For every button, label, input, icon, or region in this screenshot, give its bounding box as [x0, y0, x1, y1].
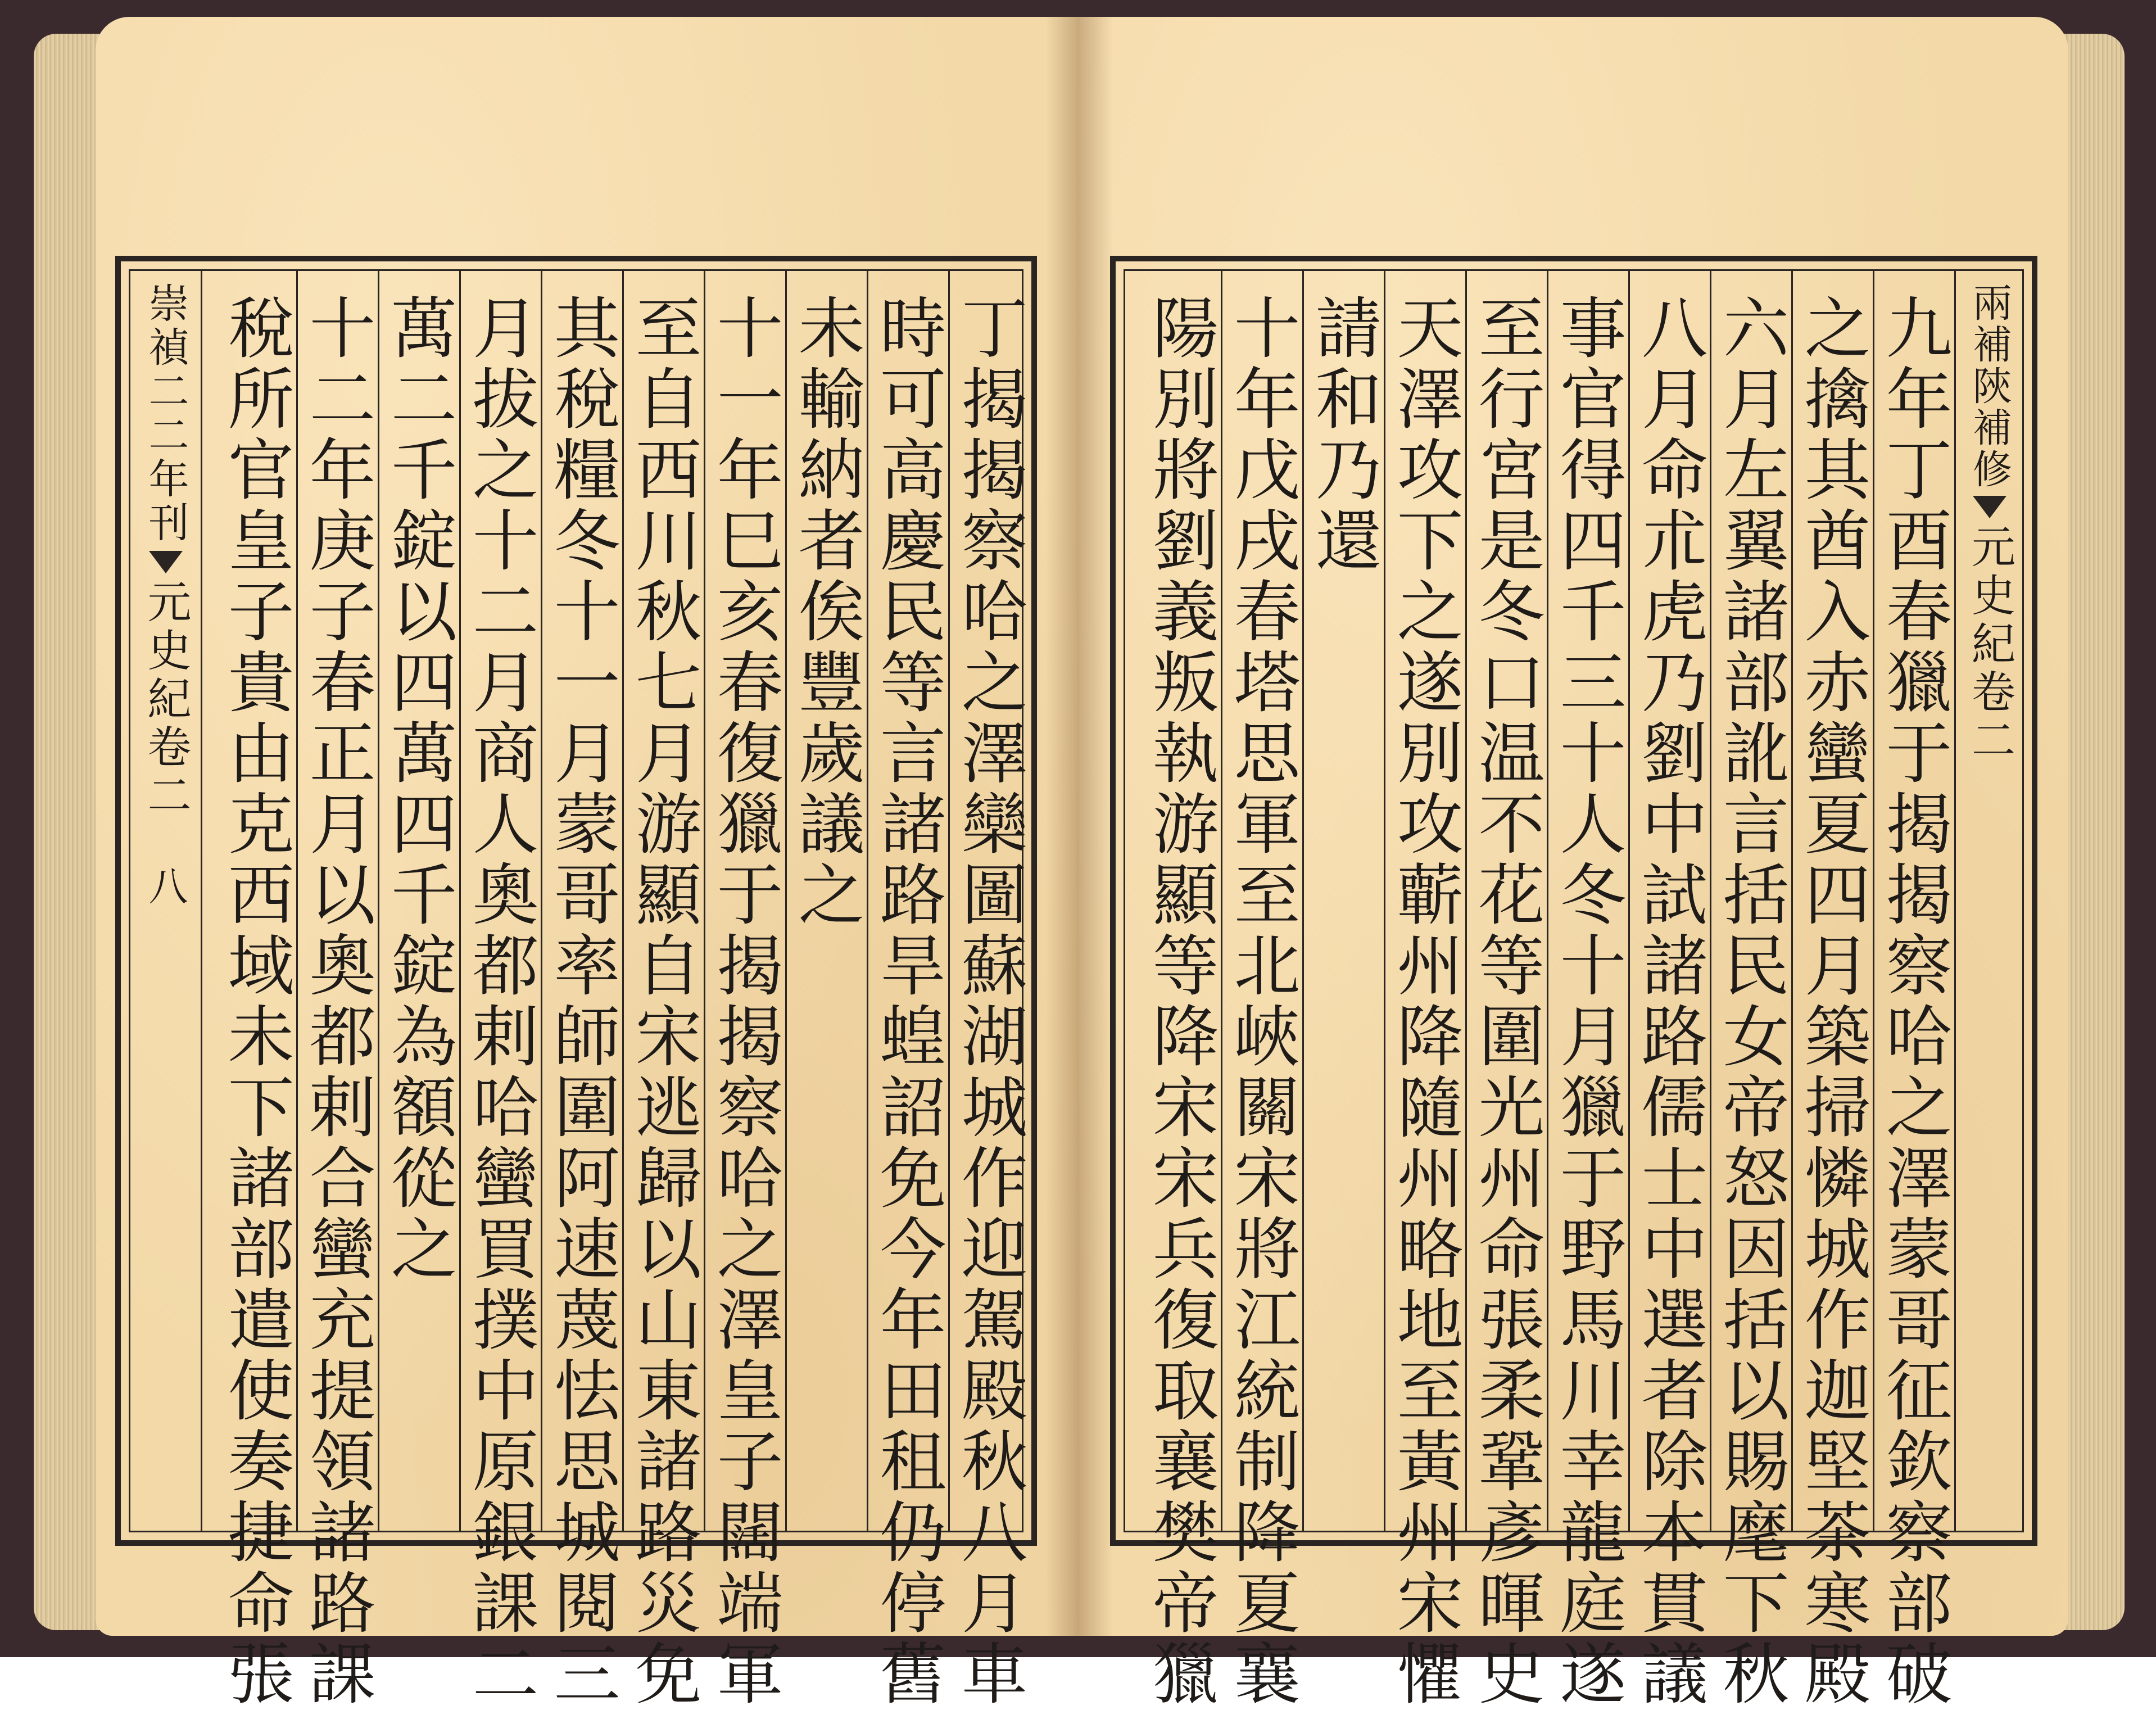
right-column-9-text: 十年戊戌春塔思軍至北峽關宋將江統制降夏襄 [1222, 293, 1301, 1710]
left-column-7 [459, 271, 541, 1710]
right-column-8 [1302, 271, 1384, 1513]
right-column-rule [1628, 271, 1630, 1531]
left-column-rule [785, 271, 787, 1531]
left-column-rule [541, 271, 542, 1531]
right-banxin [1956, 271, 2023, 1531]
right-column-rule [1710, 271, 1711, 1531]
right-column-rule [1302, 271, 1304, 1531]
left-inner-border [129, 269, 1028, 1710]
left-column-5-text: 至自西川秋七月游顯自宋逃歸以山東諸路災免 [624, 293, 702, 1710]
right-column-rule [1384, 271, 1385, 1531]
left-column-3 [785, 271, 867, 1513]
left-banxin-page-number: 八 [142, 866, 188, 905]
left-column-rule [948, 271, 950, 1531]
left-column-7-text: 月拔之十二月商人奧都剌哈蠻買撲中原銀課二 [461, 293, 539, 1710]
left-column-6-text: 其稅糧冬十一月蒙哥率師圍阿速蔑怯思城閱三 [542, 293, 620, 1710]
left-column-10 [215, 271, 296, 1710]
left-column-rule [704, 271, 705, 1531]
left-column-3-text: 未輸納者俟豐歲議之 [787, 293, 865, 931]
right-column-1 [1873, 271, 1954, 1710]
left-banxin-rule [201, 271, 202, 1531]
right-column-6 [1465, 271, 1547, 1710]
right-column-rule [1791, 271, 1793, 1531]
right-column-9 [1221, 271, 1302, 1710]
right-column-2-text: 之擒其酋入赤蠻夏四月築掃憐城作迦堅茶寒殿 [1793, 293, 1871, 1710]
right-banxin-title: 元史紀卷二 [1964, 524, 2015, 766]
right-column-rule [1465, 271, 1467, 1531]
left-fishtail-mark [149, 551, 183, 573]
right-column-3-text: 六月左翼諸部訛言括民女帝怒因括以賜麾下秋 [1711, 293, 1790, 1710]
right-column-rule [1873, 271, 1874, 1531]
left-column-rule [296, 271, 298, 1531]
left-column-4 [704, 271, 785, 1710]
right-column-10 [1139, 271, 1221, 1710]
right-column-6-text: 至行宮是冬口温不花等圍光州命張柔鞏彥暉史 [1467, 293, 1545, 1710]
left-column-8 [378, 271, 459, 1513]
right-column-7 [1384, 271, 1465, 1710]
right-column-10-text: 陽別將劉義叛執游顯等降宋宋兵復取襄樊帝獵 [1141, 293, 1219, 1710]
right-column-5 [1547, 271, 1628, 1710]
left-column-rule [459, 271, 461, 1531]
right-column-8-text: 請和乃還 [1304, 293, 1382, 577]
right-column-rule [1547, 271, 1548, 1531]
left-column-9 [296, 271, 378, 1710]
left-column-1 [948, 271, 1030, 1710]
left-banxin-title: 元史紀卷二 [140, 579, 191, 821]
book-gutter [1045, 17, 1113, 1636]
left-column-6 [541, 271, 622, 1710]
left-column-4-text: 十一年巳亥春復獵于揭揭察哈之澤皇子闊端軍 [705, 293, 783, 1710]
right-fishtail-mark [1973, 496, 2006, 518]
left-column-2 [867, 271, 948, 1710]
right-column-2 [1791, 271, 1873, 1710]
left-column-5 [622, 271, 704, 1710]
left-column-rule [622, 271, 624, 1531]
left-column-rule [867, 271, 868, 1531]
left-column-9-text: 十二年庚子春正月以奧都剌合蠻充提領諸路課 [298, 293, 376, 1710]
left-column-2-text: 時可高慶民等言諸路旱蝗詔免今年田租仍停舊 [868, 293, 946, 1710]
right-column-4-text: 八月命朮虎乃劉中試諸路儒士中選者除本貫議 [1630, 293, 1708, 1710]
right-column-7-text: 天澤攻下之遂別攻蘄州降隨州略地至黃州宋懼 [1385, 293, 1464, 1710]
right-column-5-text: 事官得四千三十人冬十月獵于野馬川幸龍庭遂 [1548, 293, 1627, 1710]
right-text-frame [1110, 256, 2037, 1710]
left-column-1-text: 丁揭揭察哈之澤欒圖蘇湖城作迎駕殿秋八月車 [950, 293, 1028, 1710]
right-column-1-text: 九年丁酉春獵于揭揭察哈之澤蒙哥征欽察部破 [1874, 293, 1953, 1710]
left-banxin-edition: 崇禎二二年刊 [142, 282, 189, 545]
right-column-4 [1628, 271, 1710, 1710]
right-column-rule [1221, 271, 1222, 1531]
right-inner-border [1124, 269, 2024, 1710]
right-column-3 [1710, 271, 1791, 1710]
left-column-10-text: 稅所官皇子貴由克西域未下諸部遣使奏捷命張 [216, 293, 295, 1710]
right-banxin-label: 兩補陝補修 [1966, 282, 2013, 490]
left-banxin [130, 271, 201, 1531]
left-column-8-text: 萬二千錠以四萬四千錠為額從之 [379, 293, 458, 1285]
left-column-rule [378, 271, 379, 1531]
left-text-frame [115, 256, 1037, 1710]
